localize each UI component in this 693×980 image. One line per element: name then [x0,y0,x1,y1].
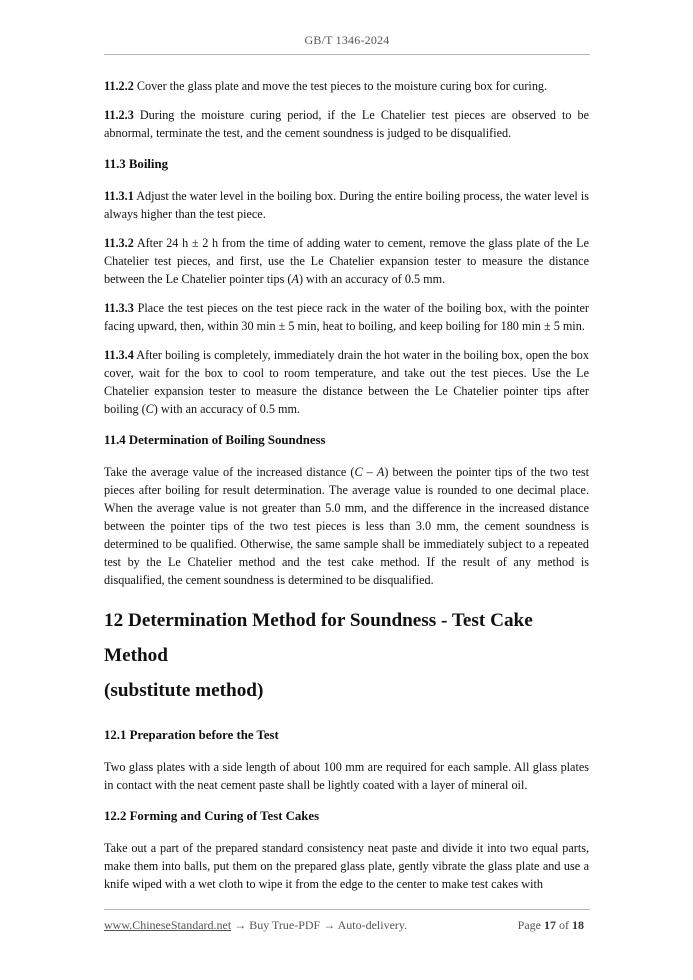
page-header [104,33,590,48]
section-heading-12-2: 12.2 Forming and Curing of Test Cakes [104,809,320,823]
clause-11-4-body [104,463,589,589]
current-page: 17 [544,918,556,932]
clause-12-2-body: Take out a part of the prepared standard consistency neat paste and divide it into two equal parts, make them into balls, put them on the prepared glass plate, gently vibrate the glass plate and use a knife wiped with a wet cloth to wipe it from the edge to the center to make test cakes with [104,841,589,891]
page-number [518,918,584,933]
buy-pdf-link[interactable]: Buy True-PDF [249,918,321,932]
document-body [104,77,589,893]
chapter-title-line-2: (substitute method) [104,680,264,701]
footer-divider [104,909,590,910]
variable-c: C [354,465,363,479]
clause-11-2-2 [104,77,589,95]
site-link[interactable]: www.ChineseStandard.net [104,918,232,932]
standard-code: GB/T 1346-2024 [304,33,390,47]
arrow-icon: → [231,918,250,932]
clause-text-end: ) between the pointer tips of the two test pieces after boiling for result determination. The average value is rounded to one decimal place. When the average value is not greater than 5.0 mm, and the difference in the increased distance between the pointer tips of the two test pieces is less than 3.0 mm, the cement soundness is determined to be qualified. Otherwise, the same sample shall be immediately subject to a repeated test by the Le Chatelier method and the test cake method. If the result of any method is disqualified, the cement soundness is determined to be disqualified. [104,465,589,587]
clause-text: Adjust the water level in the boiling box. During the entire boiling process, the water level is always higher than the test piece. [104,189,590,221]
clause-number: 11.2.2 [104,79,134,93]
footer-links [104,918,407,933]
clause-11-2-3 [104,106,589,142]
variable-a: A [291,272,299,286]
variable-a: A [376,465,385,479]
clause-11-3-2 [104,234,589,288]
auto-delivery-text: Auto-delivery. [337,918,408,932]
clause-11-3-1 [104,187,589,223]
clause-text: Cover the glass plate and move the test pieces to the moisture curing box for curing. [136,79,548,93]
clause-text: Place the test pieces on the test piece rack in the water of the boiling box, with the pointer facing upward, then, within 30 min ± 5 min, heat to boiling, and keep boiling for 180 min ± 5 min. [104,301,589,333]
clause-number: 11.3.2 [104,236,134,250]
of-word: of [559,918,569,932]
total-pages: 18 [572,918,584,932]
clause-number: 11.3.4 [104,348,134,362]
clause-text: Take the average value of the increased distance ( [104,465,355,479]
page-word: Page [517,918,541,932]
clause-number: 11.2.3 [104,108,134,122]
clause-12-1-body: Two glass plates with a side length of about 100 mm are required for each sample. All glass plates in contact with the neat cement paste shall be lightly coated with a layer of mineral oil. [104,760,589,792]
clause-11-3-4 [104,346,589,418]
chapter-title-line-1: 12 Determination Method for Soundness - Test Cake Method [104,610,533,666]
chapter-heading-12 [104,603,589,708]
arrow-icon: → [320,918,338,932]
minus-sign: – [362,465,377,479]
clause-text: After 24 h ± 2 h from the time of adding water to cement, remove the glass plate of the Le Chatelier test pieces, and first, use the Le Chatelier expansion tester to measure the distance between the Le Chatelier pointer tips ( [104,236,590,286]
clause-text-end: ) with an accuracy of 0.5 mm. [298,272,446,286]
clause-number: 11.3.3 [104,301,134,315]
header-divider [104,54,590,55]
clause-text: During the moisture curing period, if the Le Chatelier test pieces are observed to be abnormal, terminate the test, and the cement soundness is judged to be disqualified. [104,108,590,140]
section-heading-11-4: 11.4 Determination of Boiling Soundness [104,433,326,447]
clause-text-end: ) with an accuracy of 0.5 mm. [153,402,300,416]
section-heading-12-1: 12.1 Preparation before the Test [104,728,279,742]
clause-text: After boiling is completely, immediately drain the hot water in the boiling box, open the box cover, wait for the box to cool to room temperature, and take out the test pieces. Use the Le Chatelier expansion tester to measure the distance between the Le Chatelier pointer tips after boiling ( [104,348,589,416]
clause-11-3-3 [104,299,589,335]
clause-number: 11.3.1 [104,189,134,203]
section-heading-11-3: 11.3 Boiling [104,157,169,171]
variable-c: C [145,402,154,416]
